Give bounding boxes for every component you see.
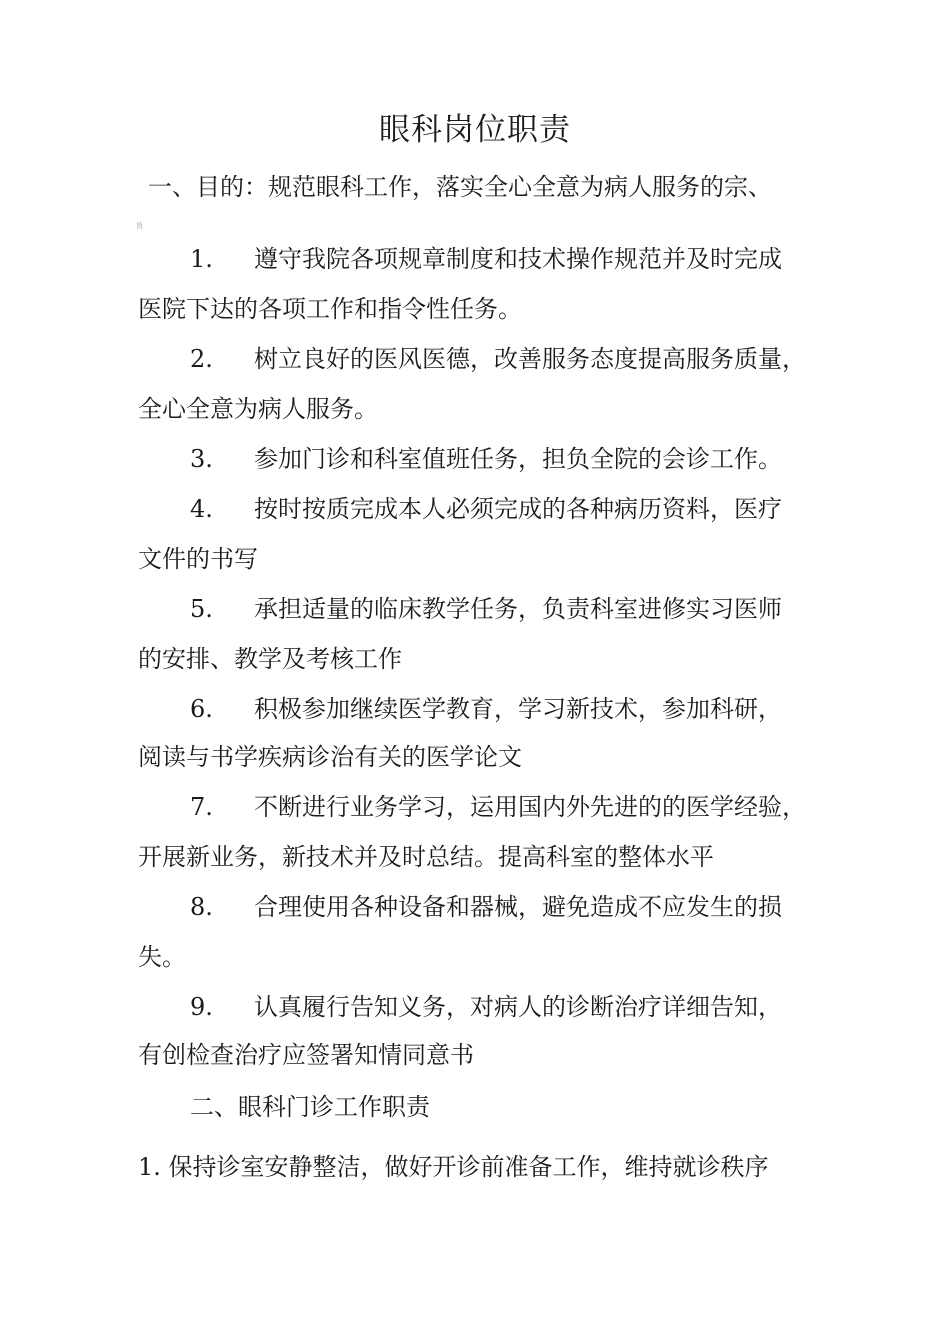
list-item-4-cont: 文件的书写 [138,545,258,573]
item-text: 遵守我院各项规章制度和技术操作规范并及时完成 [254,245,782,273]
list-item-8 [190,892,782,922]
section2-item-1: 1. 保持诊室安静整洁，做好开诊前准备工作，维持就诊秩序 [138,1153,769,1181]
item-text: 按时按质完成本人必须完成的各种病历资料，医疗 [254,495,782,523]
list-item-2 [190,344,806,374]
list-item-9 [190,992,782,1022]
section2-heading: 二、眼科门诊工作职责 [190,1093,430,1121]
list-item-8-cont: 失。 [138,943,186,971]
list-item-2-cont: 全心全意为病人服务。 [138,395,378,423]
list-item-7 [190,792,806,822]
list-item-4 [190,494,782,524]
item-number: 1. [190,245,213,273]
item-text: 认真履行告知义务，对病人的诊断治疗详细告知， [254,993,782,1021]
item-number: 4. [190,495,213,523]
item-number: 6. [190,695,213,723]
list-item-6-cont: 阅读与书学疾病诊治有关的医学论文 [138,743,522,771]
list-item-1 [190,244,782,274]
item-number: 3. [190,445,213,473]
item-number: 8. [190,893,213,921]
item-text: 合理使用各种设备和器械，避免造成不应发生的损 [254,893,782,921]
list-item-1-cont: 医院下达的各项工作和指令性任务。 [138,295,522,323]
list-item-5 [190,594,782,624]
item-text: 积极参加继续医学教育，学习新技术，参加科研， [254,695,782,723]
stray-mark: 旨 [136,222,143,230]
list-item-6 [190,694,782,724]
item-number: 2. [190,345,213,373]
item-number: 9. [190,993,213,1021]
list-item-5-cont: 的安排、教学及考核工作 [138,645,402,673]
item-text: 树立良好的医风医德，改善服务态度提高服务质量， [254,345,806,373]
item-text: 不断进行业务学习，运用国内外先进的的医学经验， [254,793,806,821]
list-item-7-cont: 开展新业务，新技术并及时总结。提高科室的整体水平 [138,843,714,871]
section1-heading: 一、目的：规范眼科工作，落实全心全意为病人服务的宗、 [148,173,772,201]
item-text: 承担适量的临床教学任务，负责科室进修实习医师 [254,595,782,623]
list-item-9-cont: 有创检查治疗应签署知情同意书 [138,1041,474,1069]
item-number: 5. [190,595,213,623]
item-number: 7. [190,793,213,821]
page-title: 眼科岗位职责 [379,112,571,148]
list-item-3 [190,444,782,474]
item-text: 参加门诊和科室值班任务，担负全院的会诊工作。 [254,445,782,473]
